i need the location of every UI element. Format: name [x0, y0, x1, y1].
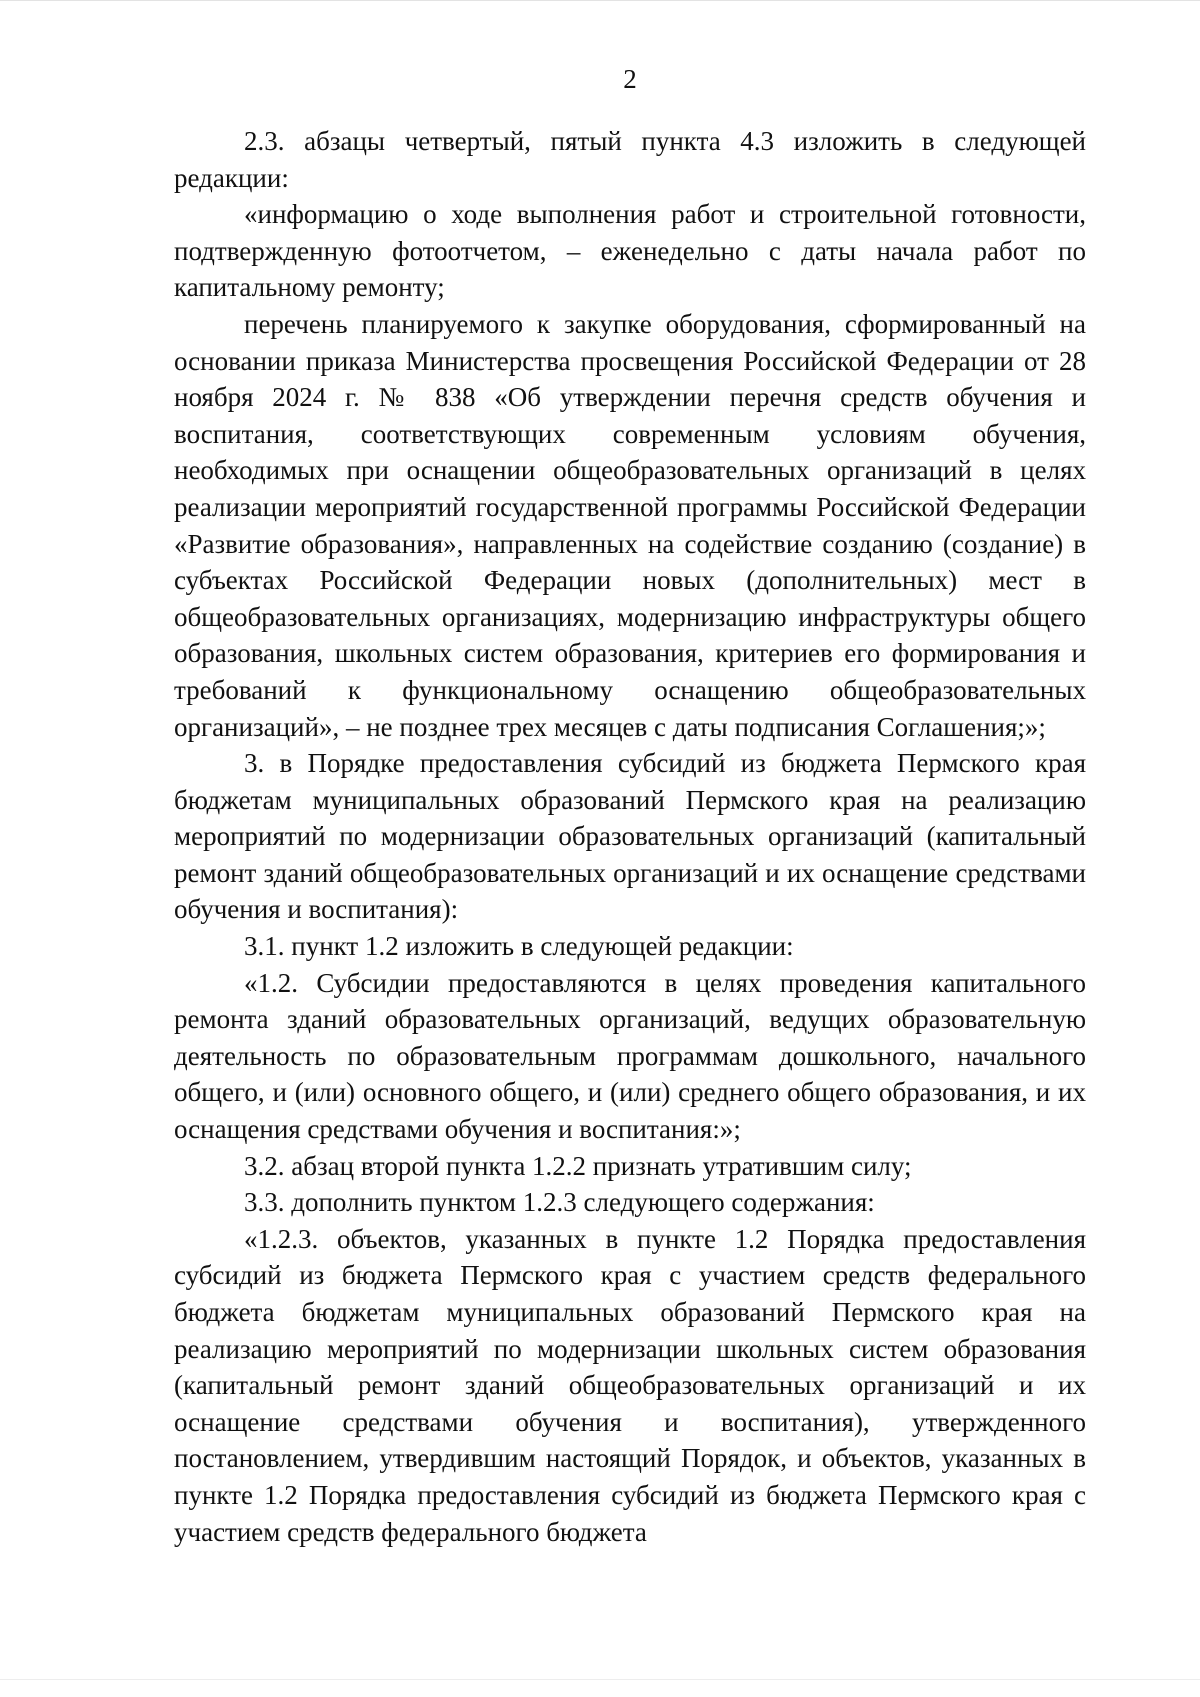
- paragraph-1-2-3: «1.2.3. объектов, указанных в пункте 1.2 Порядка предоставления субсидий из бюджета Пермского края с участием средств федерального бюджета бюджетам муниципальных образований Пермского края на реализацию мероприятий по модернизации школьных систем образования (капитальный ремонт зданий общеобразовательных организаций и их оснащение средствами обучения и воспитания), утвержденного постановлением, утвердившим настоящий Порядок, и объектов, указанных в пункте 1.2 Порядка предоставления субсидий из бюджета Пермского края с участием средств федерального бюджета: [174, 1223, 1086, 1547]
- paragraph-equipment-list: перечень планируемого к закупке оборудования, сформированный на основании приказа Министерства просвещения Российской Федерации от 28 ноября 2024 г. № 838 «Об утверждении перечня средств обучения и воспитания, соответствующих современным условиям обучения, необходимых при оснащении общеобразовательных организаций в целях реализации мероприятий государственной программы Российской Федерации «Развитие образования», направленных на содействие созданию (создание) в субъектах Российской Федерации новых (дополнительных) мест в общеобразовательных организациях, модернизацию инфраструктуры общего образования, школьных систем образования, критериев его формирования и требований к функциональному оснащению общеобразовательных организаций», – не позднее трех месяцев с даты подписания Соглашения;»;: [174, 308, 1086, 742]
- paragraph-1-2: «1.2. Субсидии предоставляются в целях проведения капитального ремонта зданий образовательных организаций, ведущих образовательную деятельность по образовательным программам дошкольного, начального общего, и (или) основного общего, и (или) среднего общего образования, и их оснащения средствами обучения и воспитания:»;: [174, 967, 1086, 1145]
- document-body: [174, 123, 1086, 1550]
- paragraph-3-1: 3.1. пункт 1.2 изложить в следующей редакции:: [244, 931, 794, 962]
- paragraph-3-3: 3.3. дополнить пунктом 1.2.3 следующего содержания:: [244, 1187, 875, 1218]
- paragraph-progress-info: «информацию о ходе выполнения работ и строительной готовности, подтвержденную фотоотчетом, – еженедельно с даты начала работ по капитальному ремонту;: [174, 199, 1086, 303]
- page-number: 2: [623, 64, 637, 94]
- scan-edge-line: [0, 1679, 1200, 1680]
- paragraph-3-2: 3.2. абзац второй пункта 1.2.2 признать утратившим силу;: [244, 1150, 912, 1181]
- paragraph-3: 3. в Порядке предоставления субсидий из бюджета Пермского края бюджетам муниципальных образований Пермского края на реализацию мероприятий по модернизации образовательных организаций (капитальный ремонт зданий общеобразовательных организаций и их оснащение средствами обучения и воспитания):: [174, 748, 1086, 925]
- paragraph-2-3: 2.3. абзацы четвертый, пятый пункта 4.3 изложить в следующей редакции:: [174, 126, 1086, 193]
